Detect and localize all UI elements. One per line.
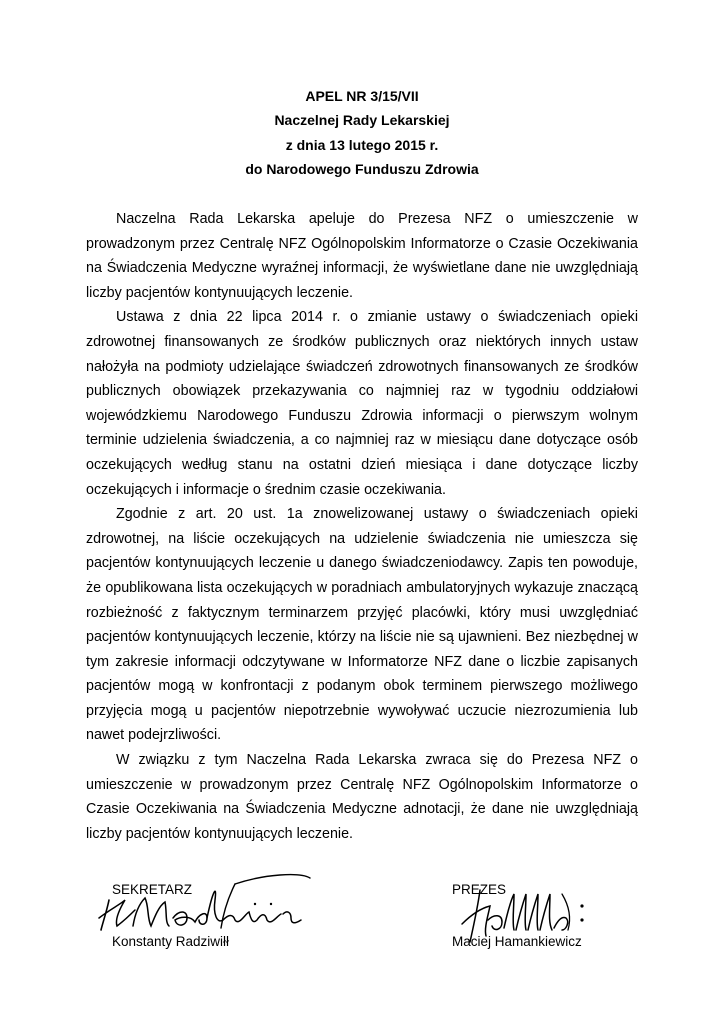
heading-title: APEL NR 3/15/VII: [305, 88, 419, 104]
body-paragraph-4: W związku z tym Naczelna Rada Lekarska zwraca się do Prezesa NFZ o umieszczenie w prowadzonym przez Centralę NFZ Ogólnopolskim Informatorze o Czasie Oczekiwania na Świadczenia Medyczne adnotacji, że dane nie uwzględniają liczby pacjentów kontynuujących leczenie.: [86, 752, 638, 842]
document-heading: [0, 84, 724, 181]
body-paragraph-2: Ustawa z dnia 22 lipca 2014 r. o zmianie ustawy o świadczeniach opieki zdrowotnej finansowanych ze środków publicznych oraz niektórych innych ustaw nałożyła na podmioty udzielające świadczeń zdrowotnych finansowanych ze środków publicznych obowiązek przekazywania co najmniej raz w tygodniu oddziałowi wojewódzkiemu Narodowego Funduszu Zdrowia informacji o pierwszym wolnym terminie udzielenia świadczenia, a co najmniej raz w miesiącu dane dotyczące osób oczekujących według stanu na ostatni dzień miesiąca i dane dotyczące liczby oczekujących i informacje o średnim czasie oczekiwania.: [86, 309, 638, 498]
signature-name-president: Maciej Hamankiewicz: [452, 934, 582, 949]
signature-role-secretary: SEKRETARZ: [112, 882, 193, 897]
heading-issuer: Naczelnej Rady Lekarskiej: [274, 112, 450, 129]
body-paragraph-3: Zgodnie z art. 20 ust. 1a znowelizowanej ustawy o świadczeniach opieki zdrowotnej, na liście oczekujących na udzielenie świadczenia nie umieszcza się pacjentów kontynuujących leczenie u danego świadczeniodawcy. Zapis ten powoduje, że opublikowana lista oczekujących w poradniach ambulatoryjnych wykazuje znaczącą rozbieżność z faktycznym terminarzem przyjęć placówki, który musi uwzględniać pacjentów kontynuujących leczenie, którzy na liście nie są ujawnieni. Bez niezbędnej w tym zakresie informacji odczytywane w Informatorze NFZ dane o liczbie zapisanych pacjentów mogą w konfrontacji z podanym obok terminem pierwszego możliwego przyjęcia mogą u pacjentów niepotrzebnie wywoływać uczucie niezrozumienia lub nawet podejrzliwości.: [86, 506, 638, 744]
signature-name-secretary: Konstanty Radziwiłł: [112, 934, 230, 949]
heading-addressee: do Narodowego Funduszu Zdrowia: [245, 160, 479, 177]
handwritten-signature-secretary: [95, 870, 320, 940]
document-body: [86, 207, 638, 846]
body-paragraph-1: Naczelna Rada Lekarska apeluje do Prezesa NFZ o umieszczenie w prowadzonym przez Centralę NFZ Ogólnopolskim Informatorze o Czasie Oczekiwania na Świadczenia Medyczne wyraźnej informacji, że wyświetlane dane nie uwzględniają liczby pacjentów kontynuujących leczenie.: [86, 211, 638, 301]
heading-date: z dnia 13 lutego 2015 r.: [285, 136, 439, 153]
signature-role-president: PREZES: [452, 882, 507, 897]
